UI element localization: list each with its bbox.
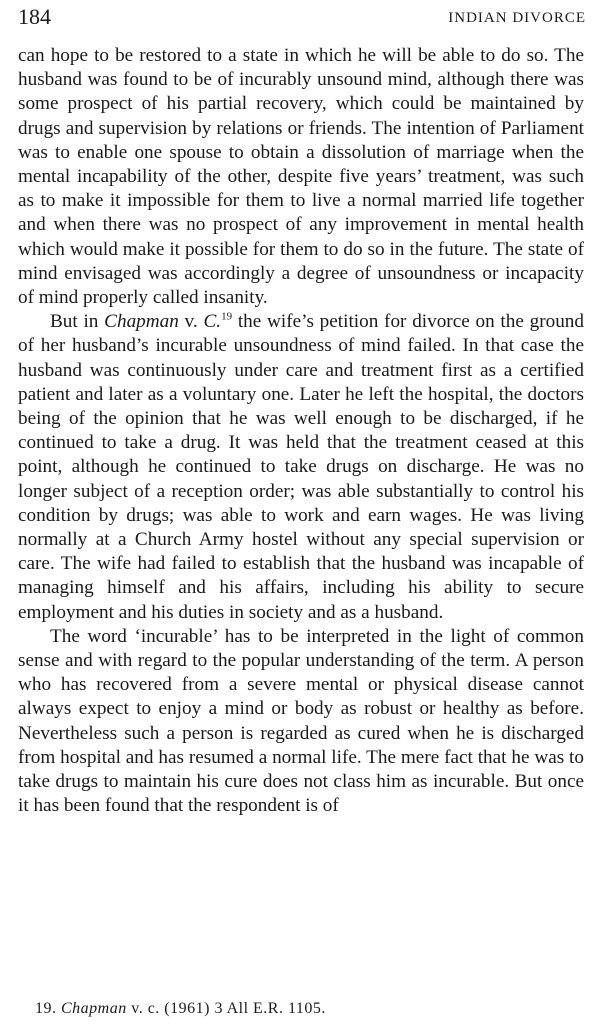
case-v: v. [178, 311, 204, 333]
footnote-ref: 19 [221, 310, 233, 323]
case-name: Chapman [104, 311, 179, 333]
page-header [18, 4, 586, 34]
case-c: C. [203, 311, 222, 333]
paragraph-2-rest: the wife’s petition for divorce on the ground of her husband’s incurable unsoundness of mind failed. In that case the husband was continuously under care and treatment first as a certified patient and later as a voluntary one. Later he left the hospital, the doctors being of the opinion that he was well enough to be discharged, if he continued to take a drug. It was held that the treatment ceased at this point, although he continued to take drugs on discharge. He was no longer subject of a reception order; was able substantially to control his condition by drugs; was able to work and earn wages. He was living normally at a Church Army hostel without any special supervision or care. The wife had failed to establish that the husband was incapable of managing himself and his affairs, including his ability to secure employment and his duties in society and as a husband. [18, 311, 584, 623]
footnote-case-name: Chapman [61, 1000, 127, 1017]
footnote [35, 1000, 326, 1018]
paragraph-2-lead: But in [50, 311, 99, 333]
running-title: INDIAN DIVORCE [448, 10, 586, 26]
footnote-number: 19. [35, 1000, 57, 1017]
footnote-citation: v. c. (1961) 3 All E.R. 1105. [126, 1000, 326, 1017]
body-text [18, 44, 584, 819]
paragraph-3: The word ‘incurable’ has to be interpreted in the light of common sense and with regard to the popular understanding of the term. A person who has recovered from a severe mental or physical disease cannot always expect to enjoy a mind or body as robust or healthy as before. Nevertheless such a person is regarded as cured when he is discharged from hospital and has resumed a normal life. The mere fact that he was to take drugs to maintain his cure does not class him as incurable. But once it has been found that the respondent is of [18, 625, 584, 817]
page-number: 184 [18, 4, 51, 29]
paragraph-2 [18, 310, 584, 625]
paragraph-1: can hope to be restored to a state in which he will be able to do so. The husband was found to be of incurably unsound mind, although there was some prospect of his partial recovery, which could be maintained by drugs and supervision by relations or friends. The intention of Parliament was to enable one spouse to obtain a dissolution of marriage when the mental incapability of the other, despite five years’ treatment, was such as to make it impossible for them to live a normal married life together and when there was no prospect of any improvement in mental health which would make it possible for them to do so in the future. The state of mind envisaged was accordingly a degree of unsoundness or incapacity of mind properly called insanity. [18, 45, 584, 309]
